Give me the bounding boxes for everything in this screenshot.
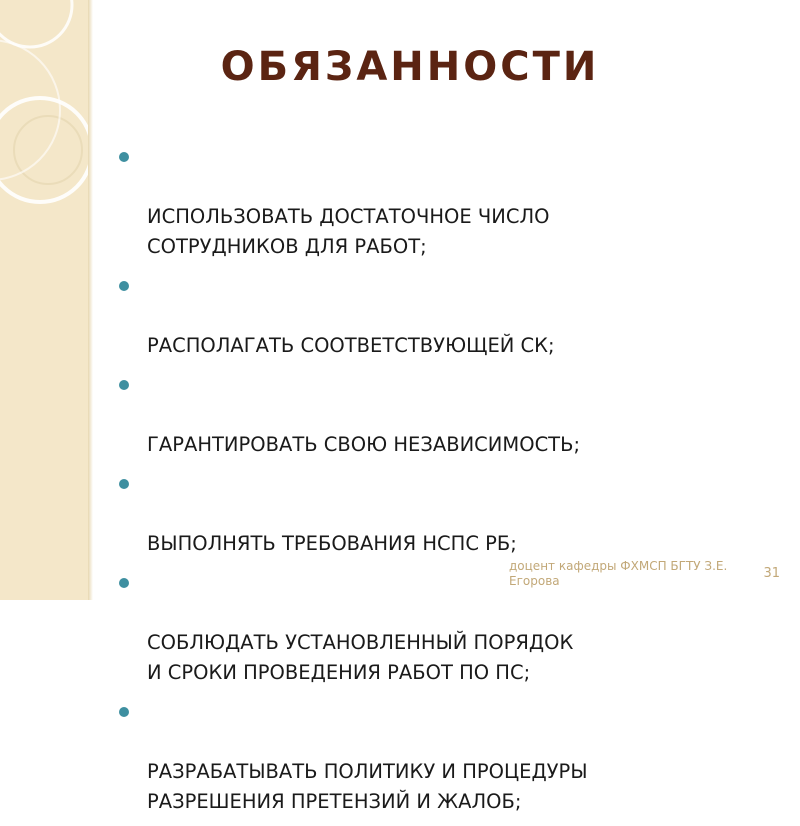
slide-footer: доцент кафедры ФХМСП БГТУ З.Е. Егорова — [509, 559, 728, 588]
list-item-text: ИСПОЛЬЗОВАТЬ ДОСТАТОЧНОЕ ЧИСЛО СОТРУДНИКОВ ДЛЯ РАБОТ; — [147, 205, 550, 258]
bullet-dot-icon — [119, 707, 129, 717]
bullet-dot-icon — [119, 380, 129, 390]
page-number: 31 — [763, 566, 780, 581]
decorative-circles-graphic — [0, 0, 88, 600]
list-item-text: РАСПОЛАГАТЬ СООТВЕТСТВУЮЩЕЙ СК; — [147, 334, 555, 357]
list-item-text: ГАРАНТИРОВАТЬ СВОЮ НЕЗАВИСИМОСТЬ; — [147, 433, 581, 456]
duties-list — [115, 142, 780, 826]
list-item — [115, 142, 780, 262]
list-item — [115, 271, 780, 361]
list-item-text: ВЫПОЛНЯТЬ ТРЕБОВАНИЯ НСПС РБ; — [147, 532, 517, 555]
slide-title: ОБЯЗАННОСТИ — [220, 44, 600, 90]
list-item-text: СОБЛЮДАТЬ УСТАНОВЛЕННЫЙ ПОРЯДОК И СРОКИ ПРОВЕДЕНИЯ РАБОТ ПО ПС; — [147, 631, 574, 684]
decorative-side-panel — [0, 0, 88, 600]
bullet-dot-icon — [119, 152, 129, 162]
list-item-text: РАЗРАБАТЫВАТЬ ПОЛИТИКУ И ПРОЦЕДУРЫ РАЗРЕШЕНИЯ ПРЕТЕНЗИЙ И ЖАЛОБ; — [147, 760, 588, 813]
bullet-dot-icon — [119, 479, 129, 489]
list-item — [115, 370, 780, 460]
bullet-dot-icon — [119, 578, 129, 588]
bullet-dot-icon — [119, 281, 129, 291]
list-item — [115, 697, 780, 817]
list-item — [115, 469, 780, 559]
side-panel-edge — [88, 0, 93, 600]
